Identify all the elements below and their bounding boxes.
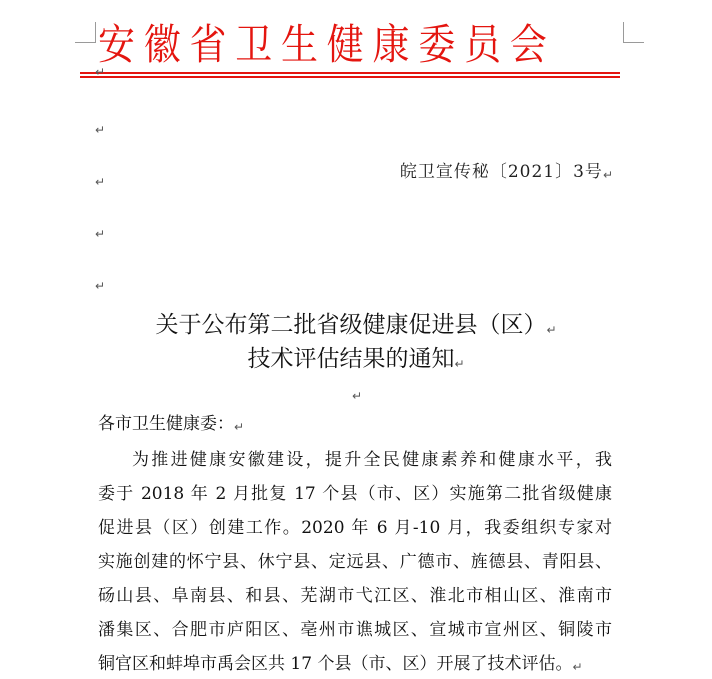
paragraph-mark: ↵ <box>352 389 363 403</box>
paragraph-mark: ↵ <box>95 175 106 189</box>
body-line: 潘集区、合肥市庐阳区、亳州市谯城区、宣城市宣州区、铜陵市 <box>98 620 612 640</box>
body-line: 委于 2018 年 2 月批复 17 个县（市、区）实施第二批省级健康 <box>98 484 612 504</box>
paragraph-mark: ↵ <box>234 420 245 434</box>
document-number: 皖卫宣传秘〔2021〕3号↵ <box>399 162 614 182</box>
body-line: 铜官区和蚌埠市禹会区共 17 个县（市、区）开展了技术评估。↵ <box>98 654 583 674</box>
body-line: 为推进健康安徽建设，提升全民健康素养和健康水平，我 <box>132 450 612 470</box>
paragraph-mark: ↵ <box>602 168 614 182</box>
addressee: 各市卫生健康委：↵ <box>98 414 245 434</box>
body-line: 砀山县、阜南县、和县、芜湖市弋江区、淮北市相山区、淮南市 <box>98 586 612 606</box>
document-title-line-2: 技术评估结果的通知↵ <box>247 346 465 372</box>
crop-mark-top-right <box>623 22 644 43</box>
paragraph-mark: ↵ <box>95 227 106 241</box>
paragraph-mark: ↵ <box>95 123 106 137</box>
document-title-line-1: 关于公布第二批省级健康促进县（区）↵ <box>155 312 557 338</box>
paragraph-mark: ↵ <box>95 279 106 293</box>
body-line: 促进县（区）创建工作。2020 年 6 月-10 月，我委组织专家对 <box>98 518 612 538</box>
paragraph-mark: ↵ <box>95 65 106 79</box>
crop-mark-top-left <box>75 22 96 43</box>
body-line: 实施创建的怀宁县、休宁县、定远县、广德市、旌德县、青阳县、 <box>98 552 612 572</box>
letterhead-title: 安徽省卫生健康委员会 <box>98 20 556 69</box>
paragraph-mark: ↵ <box>454 357 465 371</box>
letterhead-rule-thin <box>80 72 620 74</box>
letterhead-rule <box>80 76 620 78</box>
paragraph-mark: ↵ <box>546 323 557 337</box>
paragraph-mark: ↵ <box>572 660 583 674</box>
